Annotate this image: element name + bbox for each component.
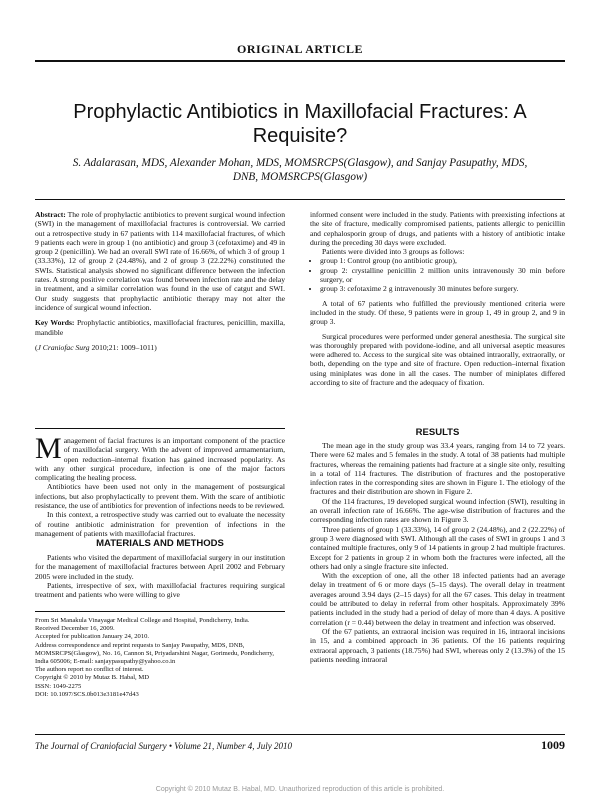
footnote-conflict: The authors report no conflict of interest. <box>35 666 144 674</box>
methods-p1: Patients who visited the department of maxillofacial surgery in our institution for the management of maxillofacial fractures between April 2002 and February 2005 were included in the study. <box>35 553 285 581</box>
article-title: Prophylactic Antibiotics in Maxillofacial Fractures: A Requisite? <box>73 101 527 147</box>
citation-journal: J Craniofac Surg <box>37 342 90 352</box>
methods-left <box>35 553 285 599</box>
footnote-affiliation: From Sri Manakula Vinayagar Medical College and Hospital, Pondicherry, India. <box>35 617 250 624</box>
intro-p2: Antibiotics have been used not only in the management of postsurgical infections, but also prophylactically to prevent them. With the scare of antibiotic resistance, the use of antibiotics for prevention of infections needs to be reviewed. <box>35 482 285 511</box>
results-p5: Of the 67 patients, an extraoral incision was required in 16, intraoral incisions in 15, and a combined approach in 36 patients. Of the 16 patients requiring extraoral approach, 3 patients (18.75%) had SWI, whereas only 2 (13.3%) of the 15 patients needing intraoral <box>310 626 565 664</box>
list-item: • group 1: Control group (no antibiotic group), <box>320 256 565 265</box>
copyright-notice: Copyright © 2010 Mutaz B. Habal, MD. Unauthorized reproduction of this article is prohibited. <box>155 786 445 793</box>
methods-p5: A total of 67 patients who fulfilled the previously mentioned criteria were included in the study. Of these, 9 patients were in group 1, 49 in group 2, and 9 in group 3. <box>310 298 565 327</box>
results-p1: The mean age in the study group was 33.4 years, ranging from 14 to 72 years. There were 62 males and 5 females in the study. A total of 38 patients had multiple fractures, whereas the remaining patients had fracture at a single site only, resulting in a total of 114 fractures. The distribution of fractures and the postoperative infection rates in the corresponding sites are shown in Figure 1. The etiology of the fractures and their distribution are shown in Figure 2. <box>310 441 565 497</box>
footnote-copyright: Copyright © 2010 by Mutaz B. Habal, MD <box>35 674 149 682</box>
results <box>310 441 565 664</box>
footnote-doi: DOI: 10.1097/SCS.0b013e3181e47d43 <box>35 690 139 698</box>
section-label: ORIGINAL ARTICLE <box>237 42 363 56</box>
keywords-label: Key Words: <box>35 318 75 328</box>
header-rule <box>35 60 565 62</box>
citation-rest: 2010;21: 1009–1011) <box>91 342 157 352</box>
footnotes <box>35 617 285 699</box>
group-list <box>310 256 565 293</box>
journal-footer: The Journal of Craniofacial Surgery • Volume 21, Number 4, July 2010 <box>35 741 293 751</box>
footnote-received: Received December 16, 2009. <box>35 625 115 633</box>
intro-p3: In this context, a retrospective study was carried out to evaluate the necessity of routine antibiotic administration for prevention of infections in the management of patients with maxillofacial fractures. <box>35 510 285 538</box>
methods-heading: MATERIALS AND METHODS <box>96 538 224 549</box>
methods-p2: Patients, irrespective of sex, with maxillofacial fractures requiring surgical treatment and patients who were willing to give <box>35 580 285 600</box>
methods-p4: Patients were divided into 3 groups as follows: <box>322 247 465 257</box>
abstract-top-rule <box>35 199 565 200</box>
footnote-rule <box>35 611 285 612</box>
footnote-issn: ISSN: 1049-2275 <box>35 682 82 690</box>
results-p4: With the exception of one, all the other 18 infected patients had an average delay in treatment of 6 or more days (5–15 days). The overall delay in treatment averages around 3.94 days (2–15 days) for all the 67 cases. This delay in treatment could be attributed to delay in referral from other hospitals. Approximately 39% patients included in the study had a period of delay of more than 4 days. A positive correlation (r = 0.44) between the delay in treatment and infection was observed. <box>310 571 565 627</box>
introduction <box>35 432 285 538</box>
results-heading: RESULTS <box>415 427 460 438</box>
list-item: • group 3: cefotaxime 2 g intravenously 30 minutes before surgery. <box>320 284 565 293</box>
abstract-bottom-rule <box>35 428 285 429</box>
dropcap: M <box>35 432 62 465</box>
intro-p1: anagement of facial fractures is an important component of the practice of maxillofacial surgery. With the advent of improved armamentarium, open reduction–internal fixation has gained increased popularity. As with any other surgical procedure, infection is one of the major factors complicating the healing process. <box>35 436 285 483</box>
article-authors: S. Adalarasan, MDS, Alexander Mohan, MDS, MOMSRCPS(Glasgow), and Sanjay Pasupathy, MDS, DNB, MOMSRCPS(Glasgow) <box>72 157 528 183</box>
methods-p3: informed consent were included in the study. Patients with preexisting infections at the site of fracture, medically compromised patients, patients allergic to penicillin and cephalosporin group of drugs, and patients with a history of antibiotic intake during the preceding 30 days were excluded. <box>310 210 565 247</box>
results-p2: Of the 114 fractures, 19 developed surgical wound infection (SWI), resulting in an overall infection rate of 16.66%. The age-wise distribution of fractures and the corresponding infection rates are shown in Figure 3. <box>310 496 565 525</box>
page-number: 1009 <box>541 738 565 752</box>
keywords-text: Prophylactic antibiotics, maxillofacial fractures, penicillin, maxilla, mandible <box>35 318 285 337</box>
list-item: • group 2: crystalline penicillin 2 million units intravenously 30 min before surgery, or <box>320 266 565 285</box>
results-p3: Three patients of group 1 (33.33%), 14 of group 2 (24.48%), and 2 (22.22%) of group 3 were diagnosed with SWI. Although all the cases of SWI in groups 1 and 3 contained multiple fractures, only 9 of 14 patients in group 2 had multiple fractures. Except for 2 patients in group 2 in whom both the fractures were infected, all the others had only a single fracture site infected. <box>310 524 565 571</box>
footnote-accepted: Accepted for publication January 24, 2010. <box>35 633 150 641</box>
abstract-block: Abstract: The role of prophylactic antibiotics to prevent surgical wound infection (SWI) in the management of maxillofacial fractures is controversial. We carried out a retrospective study in 67 patients with 114 maxillofacial fractures, of which 9 patients each were in group 1 (no antibiotic) and group 3 (cefotaxime) and 49 in group 2 (penicillin). We had an overall SWI rate of 16.66%, of which 3 of group 1 (33.33%), 12 of group 2 (24.48%), and 2 of group 3 (22.22%) constituted the SWIs. Statistical analysis showed no significant difference between the infection rates. A strong positive correlation was found between infection rate and the delay in treatment, and a similar correlation was found in the use of catgut and SWI. Our study suggests that prophylactic antibiotic therapy may not alter the incidence of surgical wound infection. Key Words: Prophylactic antibiotics, maxillofacial fractures, penicillin, maxilla, mandible (J Craniofac Surg 2010;21: 1009–1011) <box>35 210 285 352</box>
footer-rule <box>35 734 565 735</box>
footnote-address: Address correspondence and reprint requests to Sanjay Pasupathy, MDS, DNB, MOMSRCPS(Glasgow), No. 16, Cannon St, Priyadarshini Nagar, Gorimedu, Pondicherry, India 605006; E-mail: sanjaypasupathy@yahoo.co.in <box>35 641 275 666</box>
abstract-label: Abstract: <box>35 210 66 219</box>
methods-right <box>310 210 565 387</box>
abstract-text: The role of prophylactic antibiotics to prevent surgical wound infection (SWI) in the management of maxillofacial fractures is controversial. We carried out a retrospective study in 67 patients with 114 maxillofacial fractures, of which 9 patients each were in group 1 (no antibiotic) and group 3 (cefotaxime) and 49 in group 2 (penicillin). We had an overall SWI rate of 16.66%, of which 3 of group 1 (33.33%), 12 of group 2 (24.48%), and 2 of group 3 (22.22%) constituted the SWIs. Statistical analysis showed no significant difference between the infection rates. A strong positive correlation was found between infection rate and the delay in treatment, and a similar correlation was found in the use of catgut and SWI. Our study suggests that prophylactic antibiotic therapy may not alter the incidence of surgical wound infection. <box>35 210 285 312</box>
methods-p6: Surgical procedures were performed under general anesthesia. The surgical site was thoroughly prepared with povidone-iodine, and all universal aseptic measures were adhered to. Access to the surgical site was obtained intraorally, extraorally, or both, depending on the type and site of fracture. Open reduction–internal fixation using miniplates was done in all the cases. The number of miniplates differed according to site of fracture and the adequacy of fixation. <box>310 331 565 388</box>
